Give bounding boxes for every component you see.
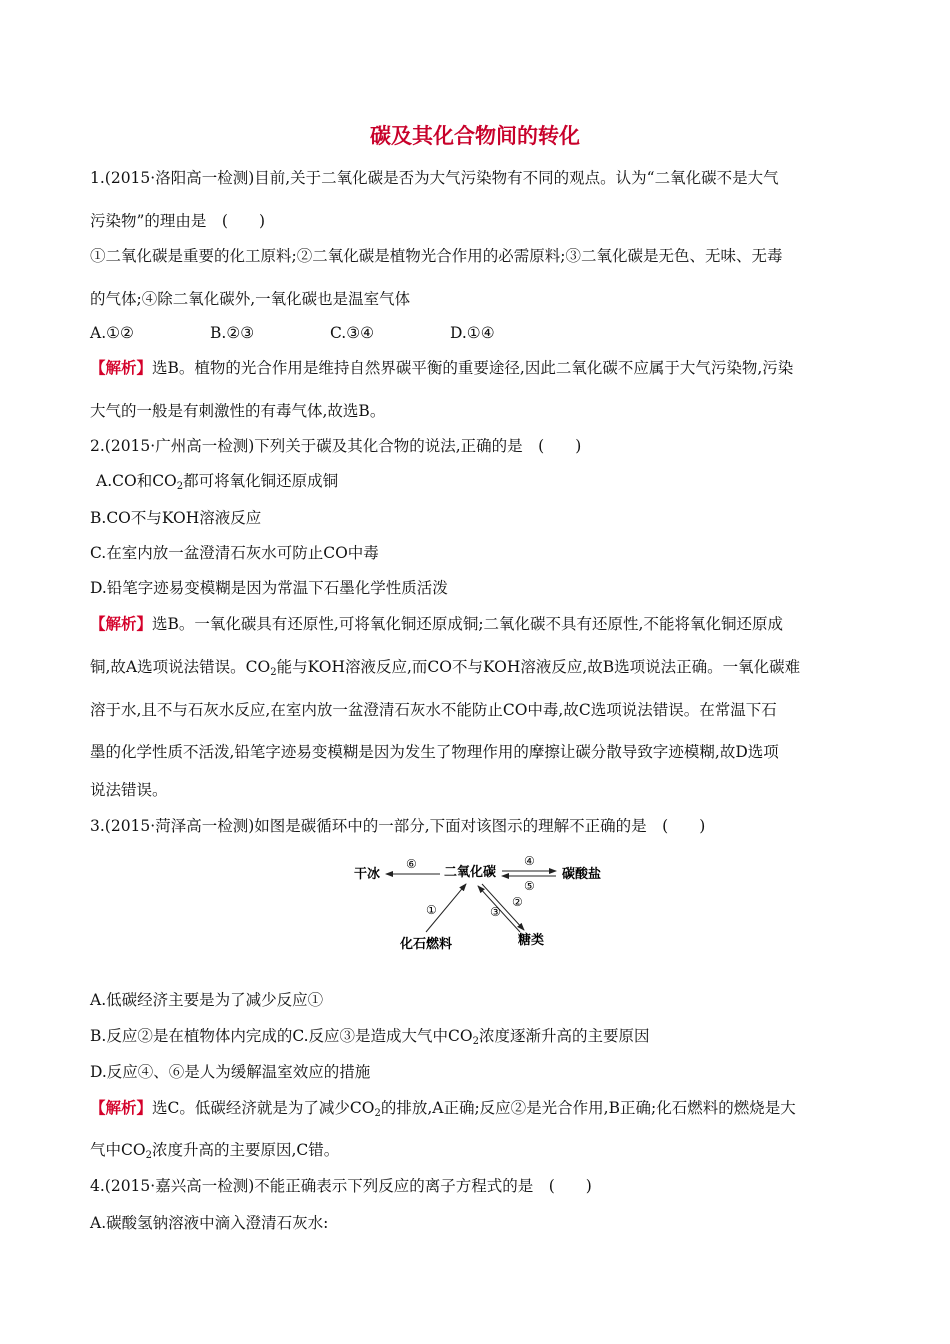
label-co2: 二氧化碳 xyxy=(444,865,497,880)
q1-options xyxy=(90,323,570,343)
q2-analysis-line-3: 溶于水,且不与石灰水反应,在室内放一盆澄清石灰水不能防止CO中毒,故C选项说法错误。在常温下石 xyxy=(90,701,777,719)
q4-option-a: A.碳酸氢钠溶液中滴入澄清石灰水: xyxy=(90,1214,329,1232)
q1-analysis-line-2: 大气的一般是有刺激性的有毒气体,故选B。 xyxy=(90,402,386,420)
label-sugar: 糖类 xyxy=(518,933,545,948)
q2-analysis-line-2 xyxy=(90,657,800,677)
q2-analysis-line-4: 墨的化学性质不活泼,铅笔字迹易变模糊是因为发生了物理作用的摩擦让碳分散导致字迹模糊,故D选项 xyxy=(90,743,779,761)
page-title: 碳及其化合物间的转化 xyxy=(370,124,580,148)
q2-option-a-text-end: 都可将氧化铜还原成铜 xyxy=(183,472,339,490)
q2-stem: 2.(2015·广州高一检测)下列关于碳及其化合物的说法,正确的是 ( ) xyxy=(90,437,582,455)
q1-statements-line-1: ①二氧化碳是重要的化工原料;②二氧化碳是植物光合作用的必需原料;③二氧化碳是无色、无味、无毒 xyxy=(90,247,783,265)
q3-analysis-2b: 浓度升高的主要原因,C错。 xyxy=(151,1141,340,1159)
label-3: ③ xyxy=(490,905,501,919)
label-2: ② xyxy=(512,895,523,909)
q1-option-b: B.②③ xyxy=(210,324,255,342)
q3-option-d: D.反应④、⑥是人为缓解温室效应的措施 xyxy=(90,1063,371,1081)
q3-analysis-2a: 气中CO xyxy=(90,1141,146,1159)
q2-option-a xyxy=(96,471,338,491)
label-carbonate: 碳酸盐 xyxy=(562,867,602,882)
q3-analysis-1a: 选C。低碳经济就是为了减少CO xyxy=(152,1099,375,1117)
q3-analysis-line-1 xyxy=(90,1098,796,1118)
q1-option-c: C.③④ xyxy=(330,324,375,342)
q2-option-c: C.在室内放一盆澄清石灰水可防止CO中毒 xyxy=(90,544,379,562)
q1-statements-line-2: 的气体;④除二氧化碳外,一氧化碳也是温室气体 xyxy=(90,290,411,308)
label-5: ⑤ xyxy=(524,879,535,893)
analysis-tag: 【解析】 xyxy=(90,1098,153,1117)
q1-stem-line-1: 1.(2015·洛阳高一检测)目前,关于二氧化碳是否为大气污染物有不同的观点。认为“二氧化碳不是大气 xyxy=(90,169,779,187)
subscript: 2 xyxy=(270,667,277,678)
label-4: ④ xyxy=(524,854,535,868)
q3-analysis-1b: 的排放,A正确;反应②是光合作用,B正确;化石燃料的燃烧是大 xyxy=(380,1099,796,1117)
q2-analysis-2b: 能与KOH溶液反应,而CO不与KOH溶液反应,故B选项说法正确。一氧化碳难 xyxy=(276,658,801,676)
label-fossil-fuel: 化石燃料 xyxy=(400,937,453,952)
q2-option-a-text: A.CO和CO xyxy=(96,472,177,490)
q3-option-bc-text: B.反应②是在植物体内完成的C.反应③是造成大气中CO xyxy=(90,1027,473,1045)
q1-option-d: D.①④ xyxy=(450,324,495,342)
analysis-tag: 【解析】 xyxy=(90,358,153,377)
label-dry-ice: 干冰 xyxy=(354,867,381,882)
q3-stem: 3.(2015·菏泽高一检测)如图是碳循环中的一部分,下面对该图示的理解不正确的是 ( ) xyxy=(90,817,706,835)
label-6: ⑥ xyxy=(406,857,417,871)
label-1: ① xyxy=(426,903,437,917)
subscript: 2 xyxy=(472,1036,479,1047)
q2-analysis-text: 选B。一氧化碳具有还原性,可将氧化铜还原成铜;二氧化碳不具有还原性,不能将氧化铜还原成 xyxy=(152,615,783,633)
subscript: 2 xyxy=(374,1108,381,1119)
subscript: 2 xyxy=(176,481,184,492)
q2-option-b: B.CO不与KOH溶液反应 xyxy=(90,509,262,527)
q2-analysis-line-5: 说法错误。 xyxy=(90,781,168,799)
q3-analysis-line-2 xyxy=(90,1140,339,1160)
q3-option-a: A.低碳经济主要是为了减少反应① xyxy=(90,991,324,1009)
carbon-cycle-diagram xyxy=(340,850,620,960)
q2-analysis-2a: 铜,故A选项说法错误。CO xyxy=(90,658,271,676)
q2-option-d: D.铅笔字迹易变模糊是因为常温下石墨化学性质活泼 xyxy=(90,579,448,597)
q1-analysis-line-1 xyxy=(90,358,793,378)
q3-option-bc xyxy=(90,1026,650,1046)
q4-stem: 4.(2015·嘉兴高一检测)不能正确表示下列反应的离子方程式的是 ( ) xyxy=(90,1177,592,1195)
analysis-tag: 【解析】 xyxy=(90,614,153,633)
q2-analysis-line-1 xyxy=(90,614,783,634)
q1-option-a: A.①② xyxy=(90,324,134,342)
subscript: 2 xyxy=(145,1150,152,1161)
q1-stem-line-2: 污染物”的理由是 ( ) xyxy=(90,212,266,230)
q3-option-bc-text-end: 浓度逐渐升高的主要原因 xyxy=(479,1027,650,1045)
q1-analysis-text: 选B。植物的光合作用是维持自然界碳平衡的重要途径,因此二氧化碳不应属于大气污染物,污染 xyxy=(152,359,794,377)
